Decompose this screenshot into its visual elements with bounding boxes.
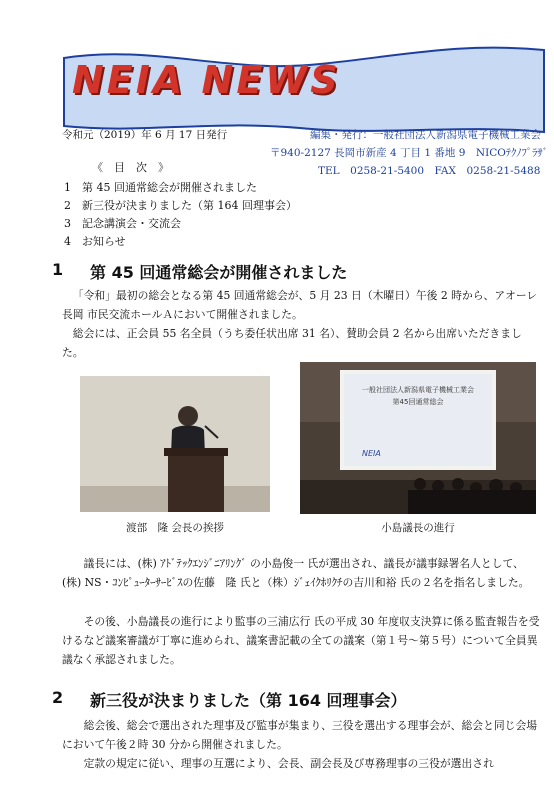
paragraph: 議長には、(株) ｱﾄﾞﾃｯｸｴﾝｼﾞﾆｱﾘﾝｸﾞ の小島俊一 氏が選出され、議長が議事録署名人として、(株) NS・ｺﾝﾋﾟｭｰﾀｰｻｰﾋﾞｽの佐藤 隆 氏と（株）ｼﾞｪｲｸﾎﾘｸﾁの吉川和裕 氏の２名を指名しました。 (62, 557, 530, 589)
toc-item: 1 第 45 回通常総会が開催されました (64, 181, 257, 194)
section-number: 2 (52, 688, 64, 707)
paragraph: 総会には、正会員 55 名全員（うち委任状出席 31 名）、賛助会員 2 名から出席いただきました。 (62, 327, 522, 359)
toc-title: 《 目 次 》 (92, 161, 169, 174)
paragraph: 総会後、総会で選出された理事及び監事が集まり、三役を選出する理事会が、総会と同じ会場において午後２時 30 分から開催されました。 (62, 719, 538, 751)
meeting-hall-photo (300, 362, 536, 514)
speaker-at-podium-photo (80, 376, 270, 512)
svg-text:一般社団法人新潟県電子機械工業会: 一般社団法人新潟県電子機械工業会 (362, 386, 474, 394)
paragraph: 「令和」最初の総会となる第 45 回通常総会が、5 月 23 日（木曜日）午後 2 時から、アオーレ長岡 市民交流ホールＡにおいて開催されました。 (62, 289, 538, 321)
toc-item: 4 お知らせ (64, 235, 126, 248)
toc-item: 3 記念講演会・交流会 (64, 217, 181, 230)
newsletter-logo: NEIA NEWS (72, 58, 341, 102)
svg-text:第45回通常総会: 第45回通常総会 (392, 398, 444, 406)
photo-caption: 渡部 隆 会長の挨拶 (126, 522, 224, 534)
section-number: 1 (52, 260, 64, 279)
section-title: 新三役が決まりました（第 164 回理事会） (90, 691, 407, 710)
paragraph: その後、小島議長の進行により監事の三浦広行 氏の平成 30 年度収支決算に係る監査報告を受けるなど議案審議が丁寧に進められ、議案書記載の全ての議案（第１号～第５号）について全員異議なく承認されました。 (62, 615, 540, 666)
paragraph: 定款の規定に従い、理事の互選により、会長、副会長及び専務理事の三役が選出され (83, 757, 494, 770)
issue-date: 令和元（2019）年 6 月 17 日発行 (62, 129, 228, 141)
photo-caption: 小島議長の進行 (381, 522, 455, 534)
publisher: 編集・発行：一般社団法人新潟県電子機械工業会 (310, 129, 541, 141)
toc-item: 2 新三役が決まりました（第 164 回理事会） (64, 199, 297, 212)
publisher-contact: TEL 0258-21-5400 FAX 0258-21-5488 (318, 165, 541, 177)
section-title: 第 45 回通常総会が開催されました (90, 263, 348, 282)
publisher-address: 〒940-2127 長岡市新産 4 丁目 1 番地 9 NICOﾃｸﾉﾌﾟﾗｻﾞ (270, 147, 548, 159)
svg-text:NEIA: NEIA (362, 449, 381, 458)
